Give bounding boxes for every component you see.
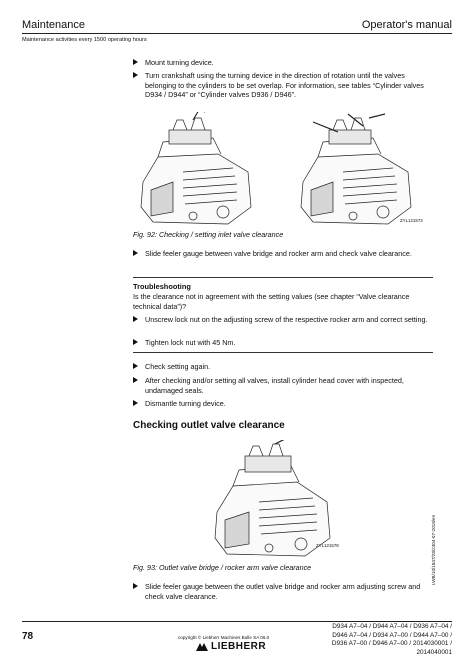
inlet-valve-figure — [133, 112, 435, 227]
header-divider — [22, 33, 452, 34]
document-code: LWB/10/1847/28/2404-07-2018/en — [431, 514, 436, 585]
step-install-cover: After checking and/or setting all valves, install cylinder head cover with inspected, undamaged seals. — [133, 376, 433, 395]
copyright-text: copyright © Liebherr Machines Bulle SA 06.0 — [178, 635, 270, 640]
troubleshooting-divider — [133, 277, 433, 278]
step-check-again: Check setting again. — [133, 362, 433, 372]
outlet-valve-figure — [205, 440, 345, 560]
section-title: Maintenance — [22, 19, 85, 31]
page-number: 78 — [22, 631, 34, 642]
model-line: 2014040001 — [416, 648, 452, 656]
model-list — [332, 623, 452, 657]
figure-92-code: ZYL121573 — [400, 218, 423, 223]
step-mount-turning-device: Mount turning device. — [133, 58, 433, 68]
model-line: D936 A7–00 / D946 A7–00 / 2014030001 / — [331, 640, 452, 648]
manual-title: Operator's manual — [361, 19, 452, 31]
bullet-arrow-icon — [133, 316, 138, 322]
footer-divider — [22, 621, 452, 622]
model-line: D946 A7–04 / D934 A7–00 / D944 A7–00 / — [332, 631, 452, 639]
bullet-arrow-icon — [133, 59, 138, 65]
engine-head-drawing-left — [141, 112, 251, 224]
header-subtitle: Maintenance activities every 1500 operating hours — [22, 37, 147, 43]
step-unscrew-lock-nut: Unscrew lock nut on the adjusting screw of the respective rocker arm and correct setting. — [133, 315, 433, 325]
engine-head-drawing-outlet — [215, 440, 330, 556]
step-feeler-inlet: Slide feeler gauge between valve bridge and rocker arm and check valve clearance. — [133, 249, 433, 259]
step-tighten-lock-nut: Tighten lock nut with 45 Nm. — [133, 338, 433, 348]
figure-93-caption: Fig. 93: Outlet valve bridge / rocker arm valve clearance — [133, 563, 312, 572]
bullet-arrow-icon — [133, 583, 138, 589]
troubleshooting-end-divider — [133, 352, 433, 353]
liebherr-logo: LIEBHERR — [211, 641, 267, 652]
liebherr-logo-icon — [195, 642, 209, 652]
troubleshooting-title: Troubleshooting — [133, 282, 191, 291]
figure-93-code: ZYL121578 — [316, 543, 339, 548]
figure-92-caption: Fig. 92: Checking / setting inlet valve clearance — [133, 230, 284, 239]
bullet-arrow-icon — [133, 339, 138, 345]
model-line: D934 A7–04 / D944 A7–04 / D936 A7–04 / — [332, 623, 452, 630]
outlet-section-title: Checking outlet valve clearance — [133, 420, 285, 431]
step-turn-crankshaft: Turn crankshaft using the turning device in the direction of rotation until the valves belonging to the cylinders to be set overlap. For information, see tables “Cylinder valves D934 / D944” or “Cylinder valves D936 / D946”. — [133, 71, 433, 100]
troubleshooting-question: Is the clearance not in agreement with the setting values (see chapter “Valve clearance technical data”)? — [133, 292, 410, 311]
engine-head-drawing-right — [301, 114, 411, 224]
bullet-arrow-icon — [133, 250, 138, 256]
bullet-arrow-icon — [133, 377, 138, 383]
bullet-arrow-icon — [133, 72, 138, 78]
step-feeler-outlet: Slide feeler gauge between the outlet valve bridge and rocker arm adjusting screw and check valve clearance. — [133, 582, 433, 601]
bullet-arrow-icon — [133, 363, 138, 369]
bullet-arrow-icon — [133, 400, 138, 406]
step-dismantle-turning-device: Dismantle turning device. — [133, 399, 433, 409]
